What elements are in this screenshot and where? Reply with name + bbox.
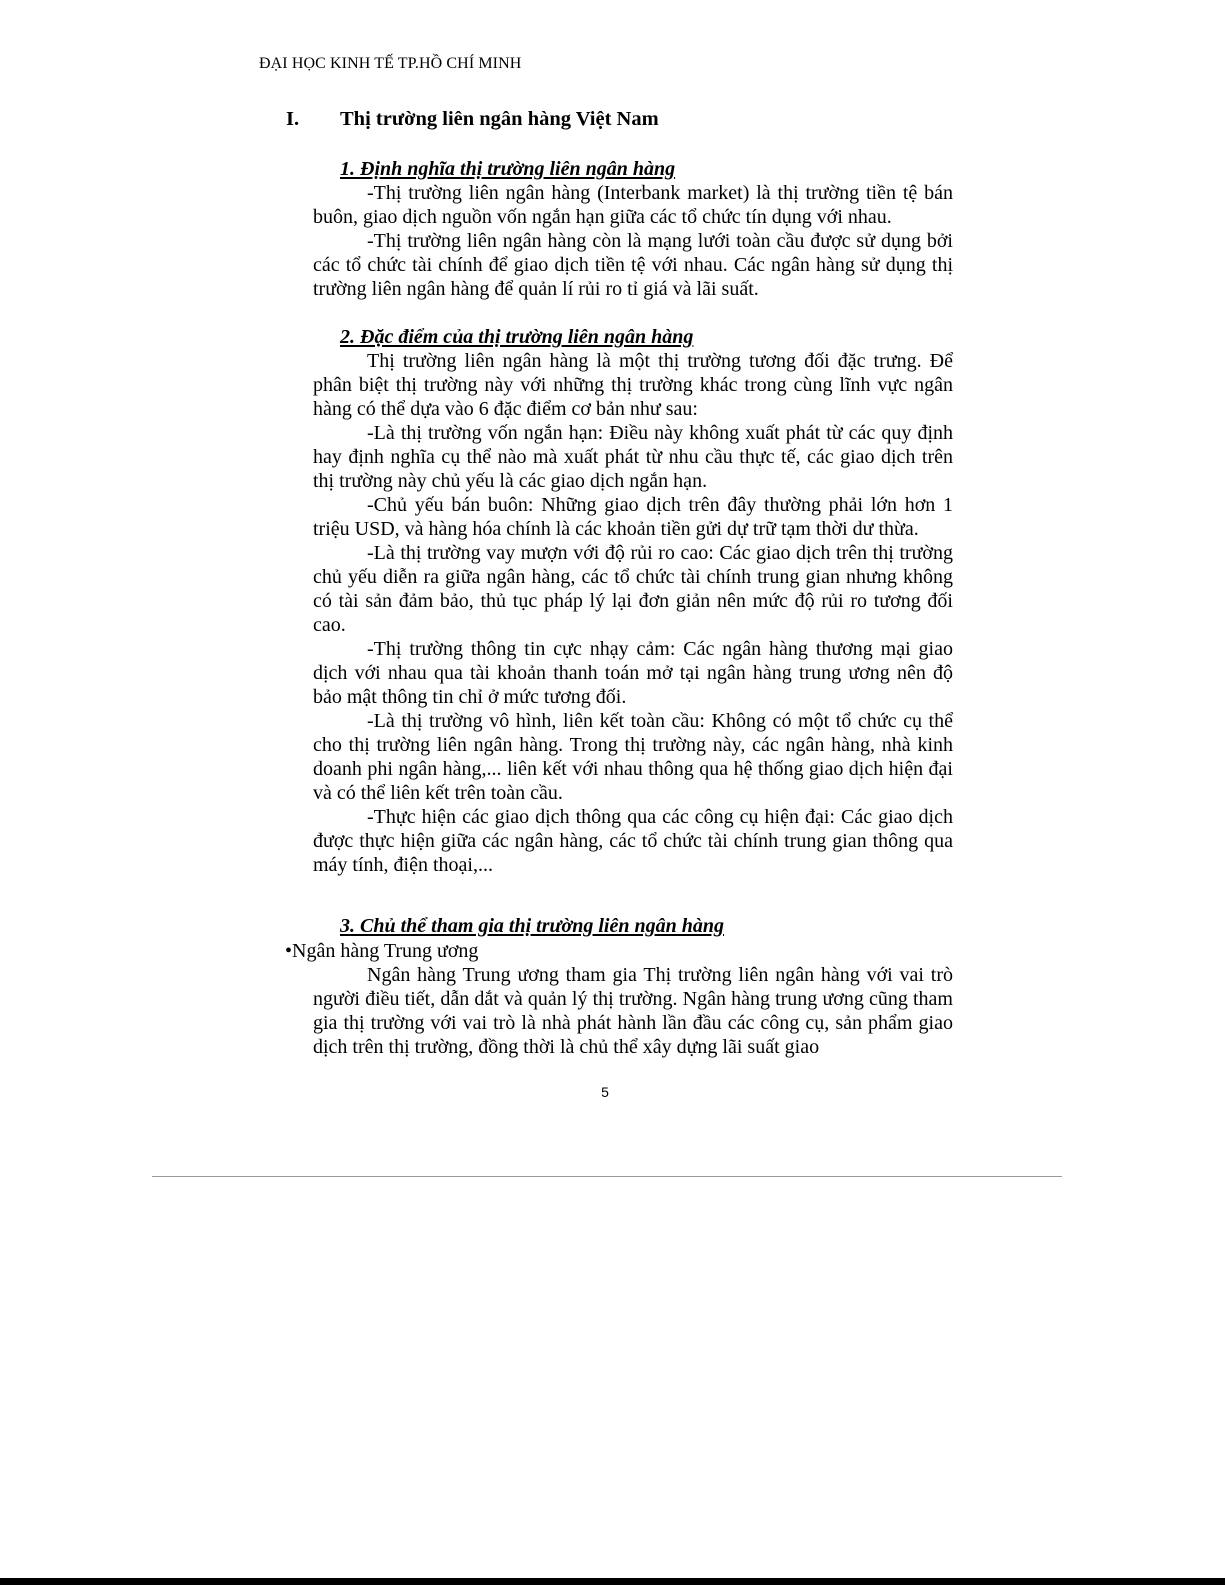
subsection-1-paragraph-1: -Thị trường liên ngân hàng (Interbank market) là thị trường tiền tệ bán buôn, giao dịch nguồn vốn ngắn hạn giữa các tổ chức tín dụng với nhau. [313, 182, 953, 228]
bullet-central-bank: •Ngân hàng Trung ương [285, 940, 479, 962]
page-number: 5 [601, 1084, 609, 1100]
subsection-2-paragraph-7: -Thực hiện các giao dịch thông qua các công cụ hiện đại: Các giao dịch được thực hiện giữa các ngân hàng, các tổ chức tài chính trung gian thông qua máy tính, điện thoại,... [313, 806, 953, 876]
subsection-1-heading: 1. Định nghĩa thị trường liên ngân hàng [340, 158, 676, 180]
subsection-2-paragraph-4: -Là thị trường vay mượn với độ rủi ro cao: Các giao dịch trên thị trường chủ yếu diễn ra giữa ngân hàng, các tổ chức tài chính trung gian nhưng không có tài sản đảm bảo, thủ tục pháp lý lại đơn giản nên mức độ rủi ro tương đối cao. [313, 542, 953, 636]
subsection-2-paragraph-6: -Là thị trường vô hình, liên kết toàn cầu: Không có một tổ chức cụ thể cho thị trường liên ngân hàng. Trong thị trường này, các ngân hàng, nhà kinh doanh phi ngân hàng,... liên kết với nhau thông qua hệ thống giao dịch hiện đại và có thể liên kết trên toàn cầu. [313, 710, 953, 804]
subsection-2-paragraph-1: Thị trường liên ngân hàng là một thị trường tương đối đặc trưng. Để phân biệt thị trường này với những thị trường khác trong cùng lĩnh vực ngân hàng có thể dựa vào 6 đặc điểm cơ bản như sau: [313, 350, 953, 420]
subsection-2-paragraph-3: -Chủ yếu bán buôn: Những giao dịch trên đây thường phải lớn hơn 1 triệu USD, và hàng hóa chính là các khoản tiền gửi dự trữ tạm thời dư thừa. [313, 494, 953, 540]
subsection-3-paragraph-1: Ngân hàng Trung ương tham gia Thị trường liên ngân hàng với vai trò người điều tiết, dẫn dắt và quản lý thị trường. Ngân hàng trung ương cũng tham gia thị trường với vai trò là nhà phát hành lần đầu các công cụ, sản phẩm giao dịch trên thị trường, đồng thời là chủ thể xây dựng lãi suất giao [313, 964, 953, 1058]
subsection-3-heading: 3. Chủ thể tham gia thị trường liên ngân hàng [340, 915, 724, 937]
subsection-2-paragraph-2: -Là thị trường vốn ngắn hạn: Điều này không xuất phát từ các quy định hay định nghĩa cụ thể nào mà xuất phát từ nhu cầu thực tế, các giao dịch trên thị trường này chủ yếu là các giao dịch ngắn hạn. [313, 422, 953, 492]
section-title [286, 108, 659, 131]
page-divider [152, 1176, 1062, 1177]
subsection-2-paragraph-5: -Thị trường thông tin cực nhạy cảm: Các ngân hàng thương mại giao dịch với nhau qua tài khoản thanh toán mở tại ngân hàng trung ương nên độ bảo mật thông tin chỉ ở mức tương đối. [313, 638, 953, 708]
document-header: ĐẠI HỌC KINH TẾ TP.HỒ CHÍ MINH [259, 55, 522, 72]
bottom-border [0, 1578, 1225, 1585]
subsection-2-heading: 2. Đặc điểm của thị trường liên ngân hàng [340, 326, 694, 348]
subsection-1-paragraph-2: -Thị trường liên ngân hàng còn là mạng lưới toàn cầu được sử dụng bởi các tổ chức tài chính để giao dịch tiền tệ với nhau. Các ngân hàng sử dụng thị trường liên ngân hàng để quản lí rủi ro tỉ giá và lãi suất. [313, 230, 953, 300]
section-title-text: Thị trường liên ngân hàng Việt Nam [340, 108, 659, 130]
section-number: I. [286, 108, 300, 130]
